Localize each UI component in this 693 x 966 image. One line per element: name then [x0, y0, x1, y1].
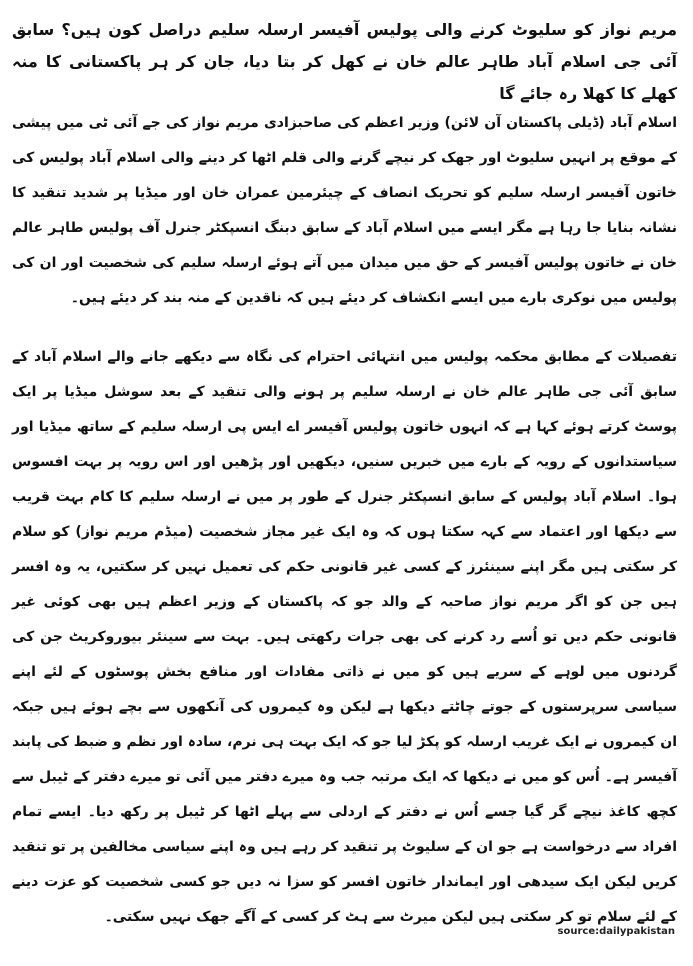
article-paragraph-1: اسلام آباد (ڈیلی پاکستان آن لائن) وزیر اعظم کی صاحبزادی مریم نواز کی جے آئی ٹی میں پیشی کے موقع پر انہیں سلیوٹ اور جھک کر نیچے گرنے والی قلم اٹھا کر دینے والی اسلام آباد پولیس کی خاتون آفیسر ارسلہ سلیم کو تحریک انصاف کے چیئرمین عمران خان اور میڈیا پر شدید تنقید کا نشانہ بنایا جا رہا ہے مگر ایسے میں اسلام آباد کے سابق دبنگ انسپکٹر جنرل آف پولیس طاہر عالم خان نے خاتون پولیس آفیسر کے حق میں میدان میں آتے ہوئے ارسلہ سلیم کی شخصیت اور ان کی پولیس میں نوکری بارے میں ایسے انکشاف کر دیئے ہیں کہ ناقدین کے منہ بند کر دیئے ہیں۔ [12, 115, 677, 306]
article-headline: مریم نواز کو سلیوٹ کرنے والی پولیس آفیسر ارسلہ سلیم دراصل کون ہیں؟ سابق آئی جی اسلام آباد طاہر عالم خان نے کھل کر بتا دیا، جان کر ہر پاکستانی کا منہ کھلے کا کھلا رہ جائے گا [12, 20, 677, 103]
source-credit: source:dailypakistan [557, 926, 675, 937]
article-paragraph-2: تفصیلات کے مطابق محکمہ پولیس میں انتہائی احترام کی نگاہ سے دیکھے جانے والے اسلام آباد کے سابق آئی جی طاہر عالم خان نے ارسلہ سلیم پر ہونے والی تنقید کے بعد سوشل میڈیا پر ایک پوسٹ کرتے ہوئے کہا ہے کہ انہوں خاتون پولیس آفیسر اے ایس پی ارسلہ سلیم کے ساتھ میڈیا اور سیاستدانوں کے رویہ کے بارے میں خبریں سنیں، دیکھیں اور پڑھیں اور اس رویہ پر بہت افسوس ہوا۔ اسلام آباد پولیس کے سابق انسپکٹر جنرل کے طور پر میں نے ارسلہ سلیم کا کام بہت قریب سے دیکھا اور اعتماد سے کہہ سکتا ہوں کہ وہ ایک غیر مجاز شخصیت (میڈم مریم نواز) کو سلام کر سکتی ہیں مگر اپنے سینئرز کے کسی غیر قانونی حکم کی تعمیل نہیں کر سکتیں، یہ وہ افسر ہیں جن کو اگر مریم نواز صاحبہ کے والد جو کہ پاکستان کے وزیر اعظم ہیں بھی کوئی غیر قانونی حکم دیں تو اُسے رد کرنے کی بھی جرات رکھتی ہیں۔ بہت سے سینئر بیوروکریٹ جن کی گردنوں میں لوہے کے سریے ہیں کو میں نے ذاتی مفادات اور منافع بخش پوسٹوں کے لئے اپنے سیاسی سرپرستوں کے جوتے چاٹتے دیکھا ہے لیکن وہ کیمروں کی آنکھوں سے بچے ہوئے ہیں جبکہ ان کیمروں نے ایک غریب ارسلہ کو پکڑ لیا جو کہ ایک بہت ہی نرم، سادہ اور نظم و ضبط کی پابند آفیسر ہے۔ اُس کو میں نے دیکھا کہ ایک مرتبہ جب وہ میرے دفتر میں آئی تو میرے دفتر کے ٹیبل سے کچھ کاغذ نیچے گر گیا جسے اُس نے دفتر کے اردلی سے پہلے اٹھا کر ٹیبل پر رکھ دیا۔ ایسے تمام افراد سے درخواست ہے جو ان کے سلیوٹ پر تنقید کر رہے ہیں وہ اپنے سیاسی مخالفین پر تو تنقید کریں لیکن ایک سیدھی اور ایماندار خاتون افسر کو سزا نہ دیں جو کسی شخصیت کو عزت دینے کے لئے سلام تو کر سکتی ہیں لیکن میرٹ سے ہٹ کر کسی کے آگے جھک نہیں سکتی۔ [12, 349, 677, 925]
